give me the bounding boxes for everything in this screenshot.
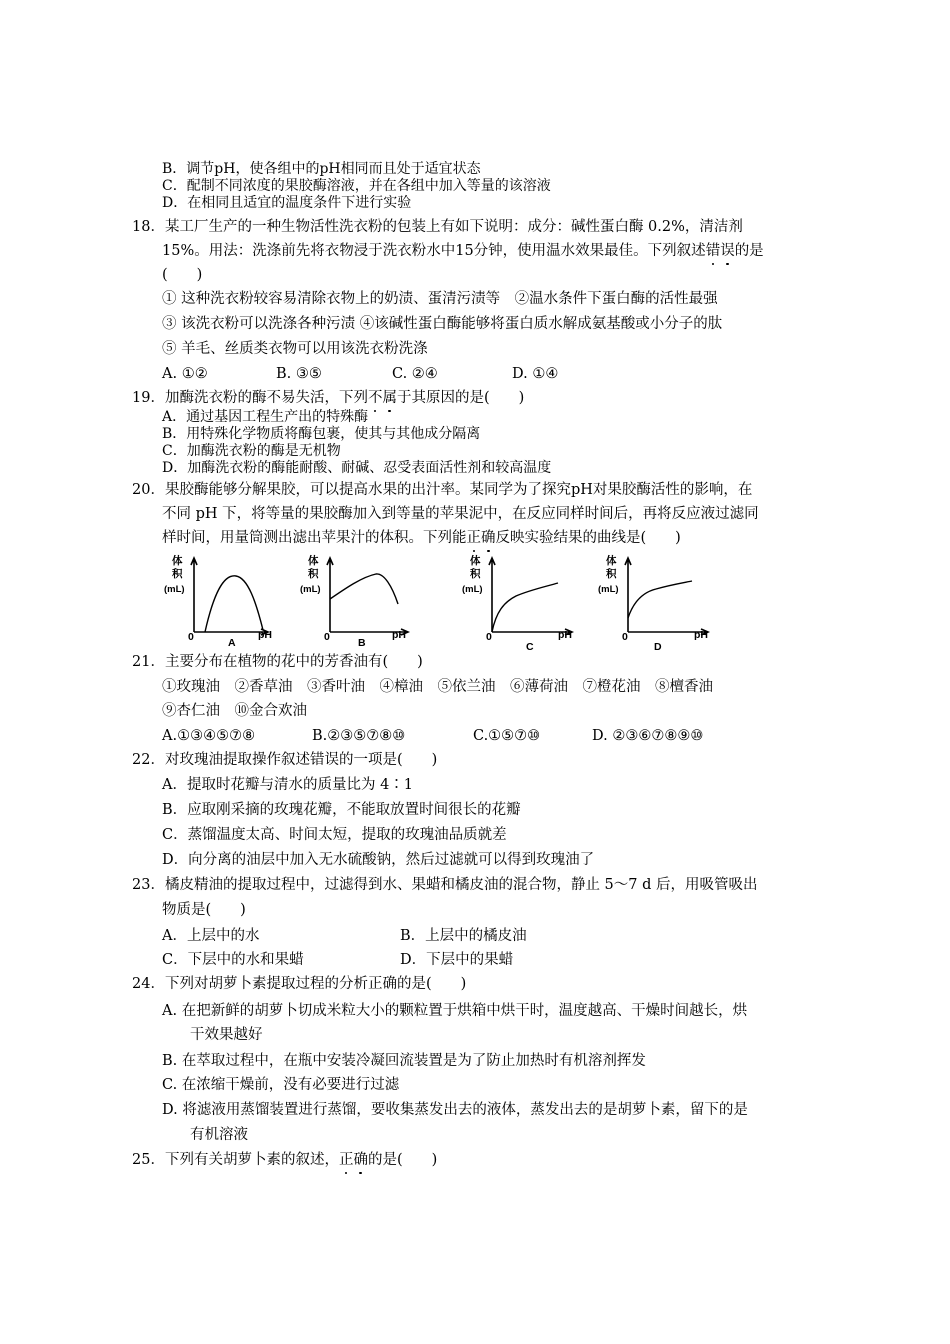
- q19-stem-text: 于其原因的是( ): [396, 390, 525, 406]
- q24-stem: 24．下列对胡萝卜素提取过程的分析正确的是( ): [132, 976, 467, 992]
- q23-stem-line-1: 23．橘皮精油的提取过程中，过滤得到水、果蜡和橘皮油的混合物，静止 5～7 d 后，用吸管吸出: [132, 877, 758, 893]
- graph-a-xlabel: pH: [258, 629, 272, 641]
- graph-c-curve: [492, 583, 558, 632]
- q18-emphasis-char: 误: [720, 243, 735, 259]
- graph-c-letter: C: [526, 641, 534, 653]
- q18-stem-line-1: 18．某工厂生产的一种生物活性洗衣粉的包装上有如下说明：成分：碱性蛋白酶 0.2%，清洁剂: [132, 219, 743, 235]
- graph-d: [594, 552, 734, 658]
- q22-option-d: D．向分离的油层中加入无水硫酸钠，然后过滤就可以得到玫瑰油了: [162, 852, 595, 868]
- graph-b-ylabel-2: 积: [308, 568, 319, 580]
- q24-option-b: B. 在萃取过程中，在瓶中安装冷凝回流装置是为了防止加热时有机溶剂挥发: [162, 1053, 646, 1069]
- graph-a-letter: A: [228, 637, 236, 649]
- q18-emphasis-char: 错: [705, 243, 721, 259]
- q18-option-a: A. ①②: [162, 366, 208, 382]
- graph-c: [458, 552, 598, 658]
- q17-option-b: B．调节pH，使各组中的pH相同而且处于适宜状态: [162, 161, 481, 177]
- q24-option-a-line-1: A. 在把新鲜的胡萝卜切成米粒大小的颗粒置于烘箱中烘干时，温度越高、干燥时间越长，烘: [162, 1003, 748, 1019]
- graph-a-ylabel-2: 积: [172, 568, 183, 580]
- q23-option-c: C．下层中的水和果蜡: [162, 952, 304, 968]
- graph-d-unit: (mL): [598, 584, 619, 595]
- q24-option-d-line-1: D. 将滤液用蒸馏装置进行蒸馏，要收集蒸发出去的液体，蒸发出去的是胡萝卜素，留下的是: [162, 1102, 748, 1118]
- q19-emphasis-char: 属: [382, 390, 397, 406]
- graph-c-unit: (mL): [462, 584, 483, 595]
- graph-c-origin: 0: [486, 631, 492, 643]
- q21-option-b: B.②③⑤⑦⑧⑩: [312, 728, 406, 744]
- graph-a-origin: 0: [188, 631, 194, 643]
- q25-emphasis-char: 正: [338, 1152, 354, 1168]
- q21-option-a: A.①③④⑤⑦⑧: [162, 728, 256, 744]
- q25-emphasis-char: 确: [353, 1152, 368, 1168]
- graph-d-origin: 0: [622, 631, 628, 643]
- q19-option-b: B．用特殊化学物质将酶包裹，使其与其他成分隔离: [162, 426, 481, 442]
- graph-b: [296, 552, 436, 658]
- q19-option-c: C．加酶洗衣粉的酶是无机物: [162, 443, 341, 459]
- q18-option-c: C. ②④: [392, 366, 438, 382]
- graph-b-unit: (mL): [300, 584, 321, 595]
- q19-stem-text: 19．加酶洗衣粉的酶不易失活，下列: [132, 390, 368, 406]
- q18-statement-2: ③ 该洗衣粉可以洗涤各种污渍 ④该碱性蛋白酶能够将蛋白质水解成氨基酸或小分子的肽: [162, 316, 723, 332]
- graph-b-curve: [330, 574, 398, 604]
- q19-emphasis-char: 不: [367, 390, 383, 406]
- q18-answer-paren: ( ): [162, 267, 203, 283]
- graph-b-origin: 0: [324, 631, 330, 643]
- q18-option-b: B. ③⑤: [276, 366, 322, 382]
- q22-option-c: C．蒸馏温度太高、时间太短，提取的玫瑰油品质就差: [162, 827, 507, 843]
- q18-statement-1: ① 这种洗衣粉较容易清除衣物上的奶渍、蛋清污渍等 ②温水条件下蛋白酶的活性最强: [162, 291, 718, 307]
- q17-option-d: D．在相同且适宜的温度条件下进行实验: [162, 195, 412, 211]
- q22-option-a: A．提取时花瓣与清水的质量比为 4∶1: [162, 777, 414, 793]
- graph-d-ylabel-1: 体: [606, 555, 617, 567]
- graph-a-ylabel-1: 体: [172, 555, 183, 567]
- q20-emphasis-char: 确: [481, 530, 496, 546]
- q24-option-d-line-2: 有机溶液: [190, 1127, 248, 1143]
- q20-stem-line-1: 20．果胶酶能够分解果胶，可以提高水果的出汁率。某同学为了探究pH对果胶酶活性的影响，在: [132, 482, 753, 498]
- graph-d-xlabel: pH: [694, 629, 708, 641]
- graph-c-xlabel: pH: [558, 629, 572, 641]
- graph-a-unit: (mL): [164, 584, 185, 595]
- q23-stem-line-2: 物质是( ): [162, 902, 246, 918]
- q21-stem: 21．主要分布在植物的花中的芳香油有( ): [132, 654, 423, 670]
- q22-option-b: B．应取刚采摘的玫瑰花瓣，不能取放置时间很长的花瓣: [162, 802, 521, 818]
- q20-stem-text: 反映实验结果的曲线是( ): [495, 530, 681, 546]
- q18-stem-text: 15%。用法：洗涤前先将衣物浸于洗衣粉水中15分钟，使用温水效果最佳。下列叙述: [162, 243, 706, 259]
- q17-option-c: C．配制不同浓度的果胶酶溶液，并在各组中加入等量的该溶液: [162, 178, 551, 194]
- q18-statement-3: ⑤ 羊毛、丝质类衣物可以用该洗衣粉洗涤: [162, 341, 428, 357]
- q25-stem: [132, 1151, 437, 1169]
- graph-b-xlabel: pH: [392, 629, 406, 641]
- q20-stem-line-2: 不同 pH 下，将等量的果胶酶加入到等量的苹果泥中，在反应同样时间后，再将反应液过滤同: [162, 506, 759, 522]
- q20-emphasis-char: 正: [466, 530, 481, 546]
- graph-b-ylabel-1: 体: [308, 555, 319, 567]
- q24-option-a-line-2: 干效果越好: [190, 1027, 263, 1043]
- q25-stem-text: 25．下列有关胡萝卜素的叙述，: [132, 1152, 339, 1168]
- graph-b-letter: B: [358, 637, 366, 649]
- q22-stem: 22．对玫瑰油提取操作叙述错误的一项是( ): [132, 752, 438, 768]
- graph-d-ylabel-2: 积: [606, 568, 617, 580]
- graph-d-letter: D: [654, 641, 662, 653]
- q21-option-d: D. ②③⑥⑦⑧⑨⑩: [592, 728, 704, 744]
- graph-d-curve: [628, 581, 692, 618]
- q19-stem: [132, 389, 524, 407]
- q23-option-b: B．上层中的橘皮油: [400, 928, 527, 944]
- q24-option-c: C. 在浓缩干燥前，没有必要进行过滤: [162, 1077, 400, 1093]
- q19-option-a: A．通过基因工程生产出的特殊酶: [162, 409, 369, 425]
- graph-a-curve: [205, 576, 263, 632]
- q25-stem-text: 的是( ): [367, 1152, 438, 1168]
- q23-option-a: A．上层中的水: [162, 928, 260, 944]
- q20-stem-text: 样时间，用量筒测出滤出苹果汁的体积。下列能: [162, 530, 467, 546]
- graph-c-ylabel-2: 积: [470, 568, 481, 580]
- q21-items-line-2: ⑨杏仁油 ⑩金合欢油: [162, 703, 307, 719]
- q18-stem-text: 的是: [734, 243, 764, 259]
- q18-option-d: D. ①④: [512, 366, 559, 382]
- q21-items-line-1: ①玫瑰油 ②香草油 ③香叶油 ④樟油 ⑤依兰油 ⑥薄荷油 ⑦橙花油 ⑧檀香油: [162, 679, 713, 695]
- q19-option-d: D．加酶洗衣粉的酶能耐酸、耐碱、忍受表面活性剂和较高温度: [162, 460, 552, 476]
- graph-c-ylabel-1: 体: [470, 555, 481, 567]
- q18-stem-line-2: [162, 242, 764, 260]
- q21-option-c: C.①⑤⑦⑩: [473, 728, 541, 744]
- q20-stem-line-3: [162, 529, 681, 547]
- graph-a: [160, 552, 300, 658]
- q23-option-d: D．下层中的果蜡: [400, 952, 514, 968]
